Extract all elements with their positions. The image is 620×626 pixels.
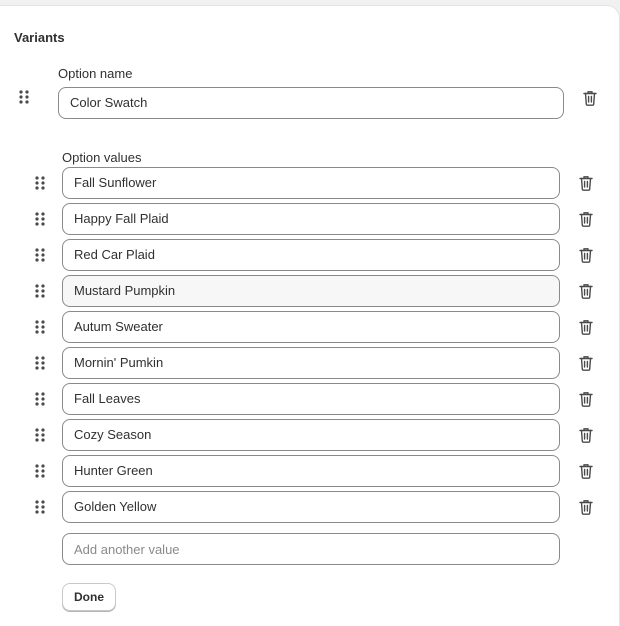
- drag-handle-icon[interactable]: [35, 284, 45, 298]
- option-value-row: [0, 383, 620, 415]
- drag-handle-icon[interactable]: [35, 356, 45, 370]
- option-value-row: [0, 347, 620, 379]
- trash-icon[interactable]: [579, 211, 593, 227]
- option-value-field[interactable]: Golden Yellow: [62, 491, 560, 523]
- trash-icon[interactable]: [579, 427, 593, 443]
- option-value-row: [0, 419, 620, 451]
- option-value-field[interactable]: Mustard Pumpkin: [62, 275, 560, 307]
- option-value-row: [0, 311, 620, 343]
- option-value-row: [0, 455, 620, 487]
- trash-icon[interactable]: [579, 355, 593, 371]
- trash-icon[interactable]: [579, 391, 593, 407]
- trash-icon[interactable]: [579, 463, 593, 479]
- trash-icon[interactable]: [579, 247, 593, 263]
- trash-icon[interactable]: [583, 90, 597, 106]
- option-value-field[interactable]: Happy Fall Plaid: [62, 203, 560, 235]
- option-value-field[interactable]: Red Car Plaid: [62, 239, 560, 271]
- done-button[interactable]: Done: [62, 583, 116, 611]
- option-value-field[interactable]: Fall Sunflower: [62, 167, 560, 199]
- variants-card: [0, 6, 619, 626]
- trash-icon[interactable]: [579, 283, 593, 299]
- option-value-field[interactable]: Hunter Green: [62, 455, 560, 487]
- drag-handle-icon[interactable]: [35, 500, 45, 514]
- option-name-label: Option name: [58, 66, 133, 81]
- drag-handle-icon[interactable]: [35, 428, 45, 442]
- option-value-field[interactable]: Mornin' Pumkin: [62, 347, 560, 379]
- option-values-label: Option values: [62, 150, 142, 165]
- trash-icon[interactable]: [579, 175, 593, 191]
- drag-handle-icon[interactable]: [35, 392, 45, 406]
- drag-handle-icon[interactable]: [35, 248, 45, 262]
- option-name-field[interactable]: Color Swatch: [58, 87, 564, 119]
- drag-handle-icon[interactable]: [35, 320, 45, 334]
- trash-icon[interactable]: [579, 499, 593, 515]
- drag-handle-icon[interactable]: [19, 90, 29, 104]
- drag-handle-icon[interactable]: [35, 176, 45, 190]
- option-value-row: [0, 167, 620, 199]
- option-value-row: [0, 203, 620, 235]
- trash-icon[interactable]: [579, 319, 593, 335]
- option-value-field[interactable]: Autum Sweater: [62, 311, 560, 343]
- add-value-input[interactable]: [62, 533, 560, 565]
- option-value-field[interactable]: Fall Leaves: [62, 383, 560, 415]
- drag-handle-icon[interactable]: [35, 212, 45, 226]
- option-value-field[interactable]: Cozy Season: [62, 419, 560, 451]
- card-title: Variants: [14, 30, 65, 45]
- drag-handle-icon[interactable]: [35, 464, 45, 478]
- option-value-row: [0, 239, 620, 271]
- option-value-row: [0, 275, 620, 307]
- option-value-row: [0, 491, 620, 523]
